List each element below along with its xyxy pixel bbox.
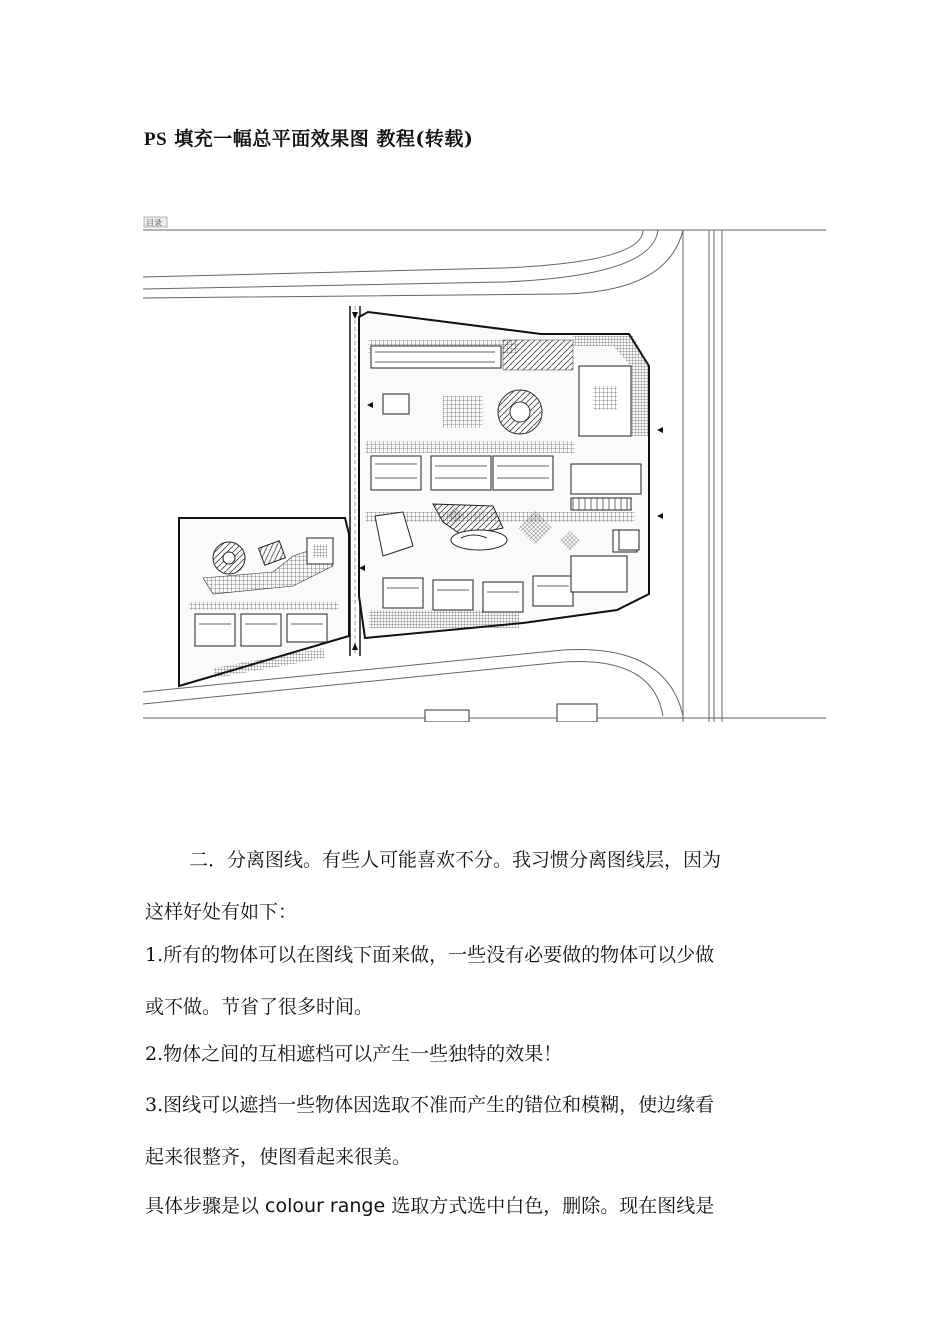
fountain <box>510 402 530 422</box>
paragraph-line <box>145 1194 815 1218</box>
site-plan-figure <box>143 216 826 722</box>
text-before: 具体步骤是以 <box>145 1195 266 1217</box>
list-item: 2.物体之间的互相遮档可以产生一些独特的效果！ <box>145 1043 563 1065</box>
walkway <box>365 441 575 453</box>
document-title <box>144 124 473 151</box>
paved-plaza <box>369 610 519 628</box>
list-item: 3.图线可以遮挡一些物体因选取不准而产生的错位和模糊，使边缘看 <box>145 1094 715 1116</box>
paragraph-line <box>145 848 815 872</box>
term-colour-range: colour range <box>265 1195 386 1217</box>
text-after: 选取方式选中白色，删除。现在图线是 <box>385 1195 715 1217</box>
title-prefix: PS <box>144 129 168 150</box>
list-item: 1.所有的物体可以在图线下面来做，一些没有必要做的物体可以少做 <box>145 944 715 966</box>
paved-plaza <box>593 386 617 410</box>
paragraph-text: 二．分离图线。有些人可能喜欢不分。我习惯分离图线层，因为 <box>189 849 722 871</box>
list-item-continued: 或不做。节省了很多时间。 <box>145 996 374 1018</box>
paved-plaza <box>443 396 483 428</box>
paragraph-line: 这样好处有如下： <box>145 901 298 923</box>
paved-plaza <box>503 340 573 370</box>
svg-text:目录: 目录 <box>146 218 162 228</box>
title-text: 填充一幅总平面效果图 教程(转载) <box>167 128 474 150</box>
figure-label <box>144 217 167 228</box>
parking-area <box>571 498 631 510</box>
list-item-continued: 起来很整齐，使图看起来很美。 <box>145 1146 412 1168</box>
